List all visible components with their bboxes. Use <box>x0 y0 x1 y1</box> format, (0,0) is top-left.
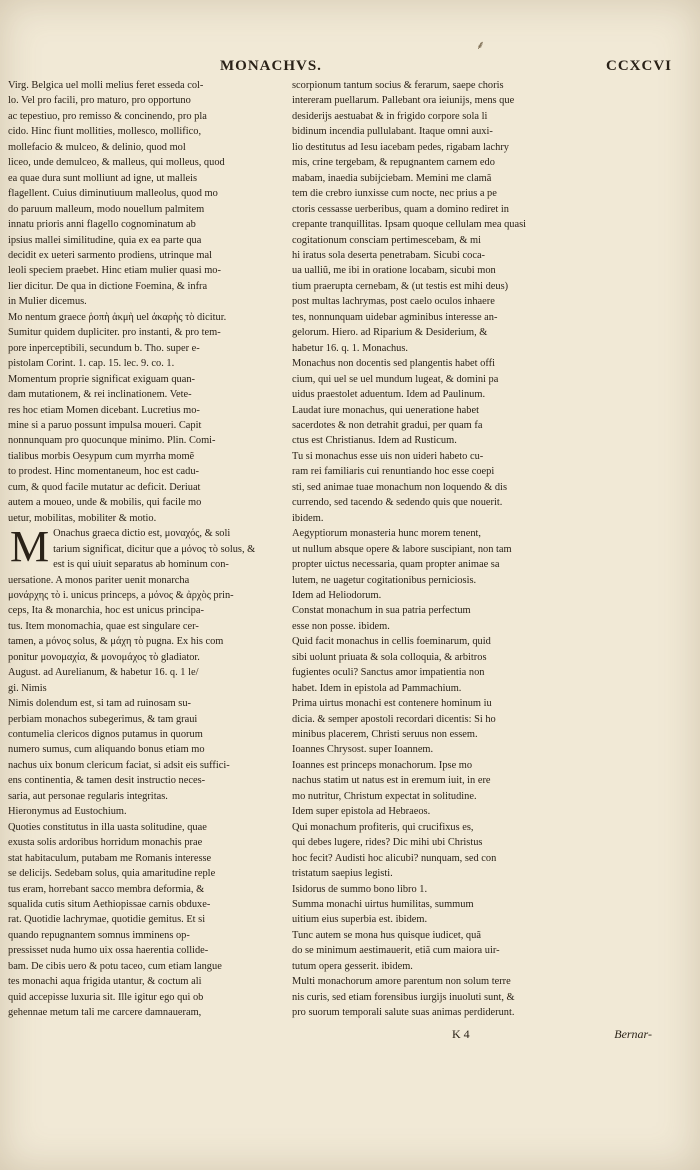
text-line: mine si a paruo possunt impulsa moueri. Capit <box>8 419 202 431</box>
text-line: uitium eius superbia est. ibidem. <box>292 914 428 926</box>
text-line: mollefacio & mulceo, & delinio, quod mol <box>8 141 186 153</box>
text-line: uersatione. A monos pariter uenit monarcha <box>8 574 190 586</box>
text-line: ponitur μονομαχία, & μονομάχος τὸ gladiator. <box>8 651 200 663</box>
text-line: Quid facit monachus in cellis foeminarum, quid <box>292 636 491 648</box>
text-line: crepante tranquillitas. Ipsam quoque cellulam mea quasi <box>292 219 526 231</box>
text-line: saria, aut personae regularis integritas. <box>8 790 168 802</box>
text-line: gehennae metum tali me carcere damnaueram, <box>8 1007 202 1019</box>
text-line: cum, & quod facile mutatur ac deficit. Deriuat <box>8 481 201 493</box>
text-line: hi iratus sola deserta penetrabam. Sicubi coca- <box>292 249 486 261</box>
text-line: bidinum incendia pullulabant. Itaque omni auxi- <box>292 126 493 138</box>
left-column <box>8 78 284 1021</box>
text-line: ibidem. <box>292 512 324 524</box>
text-line: dicia. & semper apostoli recordari dicentis: Si ho <box>292 713 496 725</box>
text-line: decidit ex ueteri sarmento prodiens, utrinque mal <box>8 249 212 261</box>
drop-capital: M <box>10 522 50 572</box>
text-line: nis curis, sed etiam forensibus iurgijs inuoluti sunt, & <box>292 991 515 1003</box>
text-line: gelorum. Hiero. ad Riparium & Desiderium, & <box>292 327 488 339</box>
text-line: fugientes oculi? Sanctus amor impatientia non <box>292 667 485 679</box>
text-line: tus. Item monomachia, quae est singulare cer- <box>8 620 199 632</box>
text-line: est is qui uiuit separatus ab hominum con- <box>53 559 229 571</box>
text-line: Ioannes est princeps monachorum. Ipse mo <box>292 759 473 771</box>
running-title: MONACHVS. <box>220 58 322 74</box>
text-line: post multas lachrymas, post caelo oculos inhaere <box>292 296 495 308</box>
text-line: stat habitaculum, putabam me Romanis interesse <box>8 852 212 864</box>
text-line: lier dicitur. De qua in dictione Foemina, & infra <box>8 280 208 292</box>
text-line: cium, qui uel se uel mundum lugeat, & domini pa <box>292 373 499 385</box>
text-line: Tu si monachus esse uis non uideri habeto cu- <box>292 450 484 462</box>
text-line: esse non posse. ibidem. <box>292 620 390 632</box>
text-line: ea quae dura sunt molliunt ad igne, ut malleis <box>8 172 198 184</box>
text-line: quid accepisse luxuria sit. Ille igitur ego qui ob <box>8 991 204 1003</box>
catchword: Bernar- <box>614 1027 652 1041</box>
text-line: Idem ad Heliodorum. <box>292 589 382 601</box>
text-line: ctoris cessasse uerberibus, quam a domino rediret in <box>292 203 509 215</box>
text-line: pistolam Corint. 1. cap. 15. lec. 9. co. 1. <box>8 358 175 370</box>
text-line: tem die crebro iunxisse cum nocte, nec prius a pe <box>292 188 497 200</box>
text-line: scorpionum tantum socius & ferarum, saepe choris <box>292 80 504 91</box>
text-line: contumelia clericos dignos putamus in quorum <box>8 729 203 741</box>
text-line: lutem, ne uagetur cogitationibus perniciosis. <box>292 574 477 586</box>
text-line: tes, nonnunquam uidebar agminibus interesse an- <box>292 311 498 323</box>
text-line: Qui monachum profiteris, qui crucifixus es, <box>292 821 474 833</box>
text-line: se delicijs. Sedebam solus, quia amaritudine reple <box>8 868 216 880</box>
text-line: numero sumus, cum aliquando bonus etiam mo <box>8 744 205 756</box>
text-line: August. ad Aurelianum, & habetur 16. q. 1 le/ <box>8 667 199 679</box>
text-line: autem a moueo, unde & mobilis, qui facile mo <box>8 497 202 509</box>
text-line: Constat monachum in sua patria perfectum <box>292 605 471 617</box>
text-line: tamen, a μόνος solus, & μάχη τὸ pugna. Ex his com <box>8 636 224 648</box>
text-line: μονάρχης τὸ i. unicus princeps, a μόνος & ἀρχὸς prin- <box>8 589 234 601</box>
text-line: mo nutritur, Christum expectat in solitudine. <box>292 790 477 802</box>
text-line: hoc fecit? Audisti hoc alicubi? nunquam, sed con <box>292 852 497 864</box>
text-line: Hieronymus ad Eustochium. <box>8 806 127 818</box>
text-line: uidus praestolet aduentum. Idem ad Paulinum. <box>292 389 486 401</box>
text-line: ram rei familiaris cui renuntiando hoc esse coepi <box>292 466 495 478</box>
text-line: Momentum proprie significat exiguam quan- <box>8 373 195 385</box>
text-line: perbiam monachos subegerimus, & tam graui <box>8 713 198 725</box>
text-line: flagellent. Cuius diminutiuum malleolus, quod mo <box>8 188 218 200</box>
text-line: uetur, mobilitas, mobiliter & motio. <box>8 512 157 524</box>
text-line: do se minimum aestimauerit, etiã cum maiora uir- <box>292 945 500 957</box>
text-line: mabam, inaedia subijciebam. Memini me clamã <box>292 172 492 184</box>
text-line: sacerdotes & non detrahit gradui, per quam fa <box>292 419 483 431</box>
text-line: Multi monachorum amore parentum non solum terre <box>292 976 511 988</box>
text-line: ceps, Ita & monarchia, hoc est unicus principa- <box>8 605 204 617</box>
text-line: rat. Quotidie lachrymae, quotidie gemitus. Et si <box>8 914 206 926</box>
text-line: mis, crine tergebam, & repugnantem carnem edo <box>292 157 495 169</box>
text-line: Prima uirtus monachi est contenere hominum iu <box>292 698 492 710</box>
text-line: Laudat iure monachus, qui ueneratione habet <box>292 404 479 416</box>
text-line: currendo, sed tacendo & sedendo quis que nouerit. <box>292 497 503 509</box>
page-footer <box>452 1027 672 1045</box>
right-column <box>292 78 574 1021</box>
text-line: do paruum malleum, modo nouellum palmitem <box>8 203 205 215</box>
text-line: tristatum saepius legisti. <box>292 868 393 880</box>
text-line: tarium significat, dicitur que a μόνος τὸ solus, & <box>53 543 256 555</box>
text-line: dam mutationem, & rei inclinationem. Vete- <box>8 389 192 401</box>
text-line: exusta solis ardoribus horridum monachis prae <box>8 837 203 849</box>
text-line: ipsius mallei similitudine, quia ex ea parte qua <box>8 234 202 246</box>
text-line: pore inperceptibili, secundum b. Tho. super e- <box>8 342 200 354</box>
text-line: pro suorum temporali salute suas animas perdiderunt. <box>292 1007 515 1019</box>
text-line: tus eram, horrebant sacco membra deformia, & <box>8 883 205 895</box>
text-line: Sumitur quidem dupliciter. pro instanti, & pro tem- <box>8 327 221 339</box>
text-line: liceo, unde demulceo, & malleus, qui molleus, quod <box>8 157 225 169</box>
text-line: propter uictus necessaria, quam propter animae sa <box>292 559 500 571</box>
text-line: sti, sed animae tuae monachum non loquendo & dis <box>292 481 507 493</box>
text-line: leoli speciem praebet. Hinc etiam mulier quasi mo- <box>8 265 221 277</box>
text-line: habet. Idem in epistola ad Pammachium. <box>292 682 462 694</box>
signature-mark: K 4 <box>452 1027 470 1041</box>
text-line: innatu prioris anni flagello cognominatum ab <box>8 219 196 231</box>
text-line: in Mulier dicemus. <box>8 296 87 308</box>
text-line: bam. De cibis uero & potu taceo, cum etiam langue <box>8 960 222 972</box>
text-line: Summa monachi uirtus humilitas, summum <box>292 899 474 911</box>
text-line: lio destitutus ad Iesu iacebam pedes, rigabam lachry <box>292 141 509 153</box>
text-line: cogitationum consciam pertimescebam, & mi <box>292 234 481 246</box>
text-line: ens continentia, & tamen desit instructio neces- <box>8 775 206 787</box>
decorative-ornament: ⸙ <box>476 38 486 52</box>
text-line: Monachus non docentis sed plangentis habet offi <box>292 358 495 370</box>
text-line: squalida cutis situm Aethiopissae carnis obduxe- <box>8 899 211 911</box>
text-line: Idem super epistola ad Hebraeos. <box>292 806 431 818</box>
text-line: to prodest. Hinc momentaneum, hoc est cadu- <box>8 466 200 478</box>
text-line: sibi uolunt priuata & sola colloquia, & arbitros <box>292 651 487 663</box>
text-line: pressisset nuda humo uix ossa haerentia collide- <box>8 945 209 957</box>
text-line: desiderijs aestuabat & in frigido corpore sola li <box>292 110 488 122</box>
text-line: lo. Vel pro facili, pro maturo, pro opportuno <box>8 95 191 107</box>
text-line: tium praerupta cernebam, & (ut testis est mihi deus) <box>292 280 509 292</box>
text-line: ua ualliũ, me ibi in oratione locabam, sicubi mon <box>292 265 496 277</box>
text-line: Aegyptiorum monasteria hunc morem tenent, <box>292 528 481 540</box>
text-line: Ioannes Chrysost. super Ioannem. <box>292 744 434 756</box>
text-line: Quoties constitutus in illa uasta solitudine, quae <box>8 821 207 833</box>
text-line: ctus est Christianus. Idem ad Rusticum. <box>292 435 457 447</box>
text-line: nachus statim ut natus est in eremum iuit, in ere <box>292 775 491 787</box>
text-line: ut nullum absque opere & labore suscipiant, non tam <box>292 543 512 555</box>
text-line: Virg. Belgica uel molli melius feret essedа col- <box>8 80 204 91</box>
text-line: Nimis dolendum est, si tam ad ruinosam su- <box>8 698 191 710</box>
running-header <box>220 58 690 80</box>
text-line: nonnunquam pro quocunque minimo. Plin. Comi- <box>8 435 216 447</box>
text-line: Isidorus de summo bono libro 1. <box>292 883 428 895</box>
text-line: tialibus morbis Oesypum cum myrrha momẽ <box>8 450 195 462</box>
text-line: tutum opera gesserit. ibidem. <box>292 960 413 972</box>
text-line: intereram puellarum. Pallebant ora ieiunijs, mens que <box>292 95 515 107</box>
text-line: tes monachi aqua frigida utantur, & coctum ali <box>8 976 202 988</box>
text-line: res hoc etiam Momen dicebant. Lucretius mo- <box>8 404 200 416</box>
text-line: Mo nentum graece ῥοπὴ ἀκμὴ uel ἀκαρὴς τὸ dicitur. <box>8 311 227 323</box>
text-line: habetur 16. q. 1. Monachus. <box>292 342 409 354</box>
text-line: Tunc autem se mona hus quisque iudicet, quã <box>292 929 481 941</box>
text-line: qui debes lugere, rides? Dic mihi ubi Christus <box>292 837 483 849</box>
text-line: quando repugnantem somnus imminens op- <box>8 929 190 941</box>
text-line: gi. Nimis <box>8 682 47 694</box>
text-line: cido. Hinc fiunt mollities, mollesco, mollifico, <box>8 126 202 138</box>
text-line: nachus uix bonum clericum faciat, si adsit eis suffici- <box>8 759 230 771</box>
text-line: Onachus graeca dictio est, μοναχός, & soli <box>53 528 231 540</box>
text-line: minibus placerem, Christi seruus non essem. <box>292 729 478 741</box>
folio-number: CCXCVI <box>606 58 672 74</box>
text-line: ac tepestiuo, pro remisso & concinendo, pro pla <box>8 110 207 122</box>
